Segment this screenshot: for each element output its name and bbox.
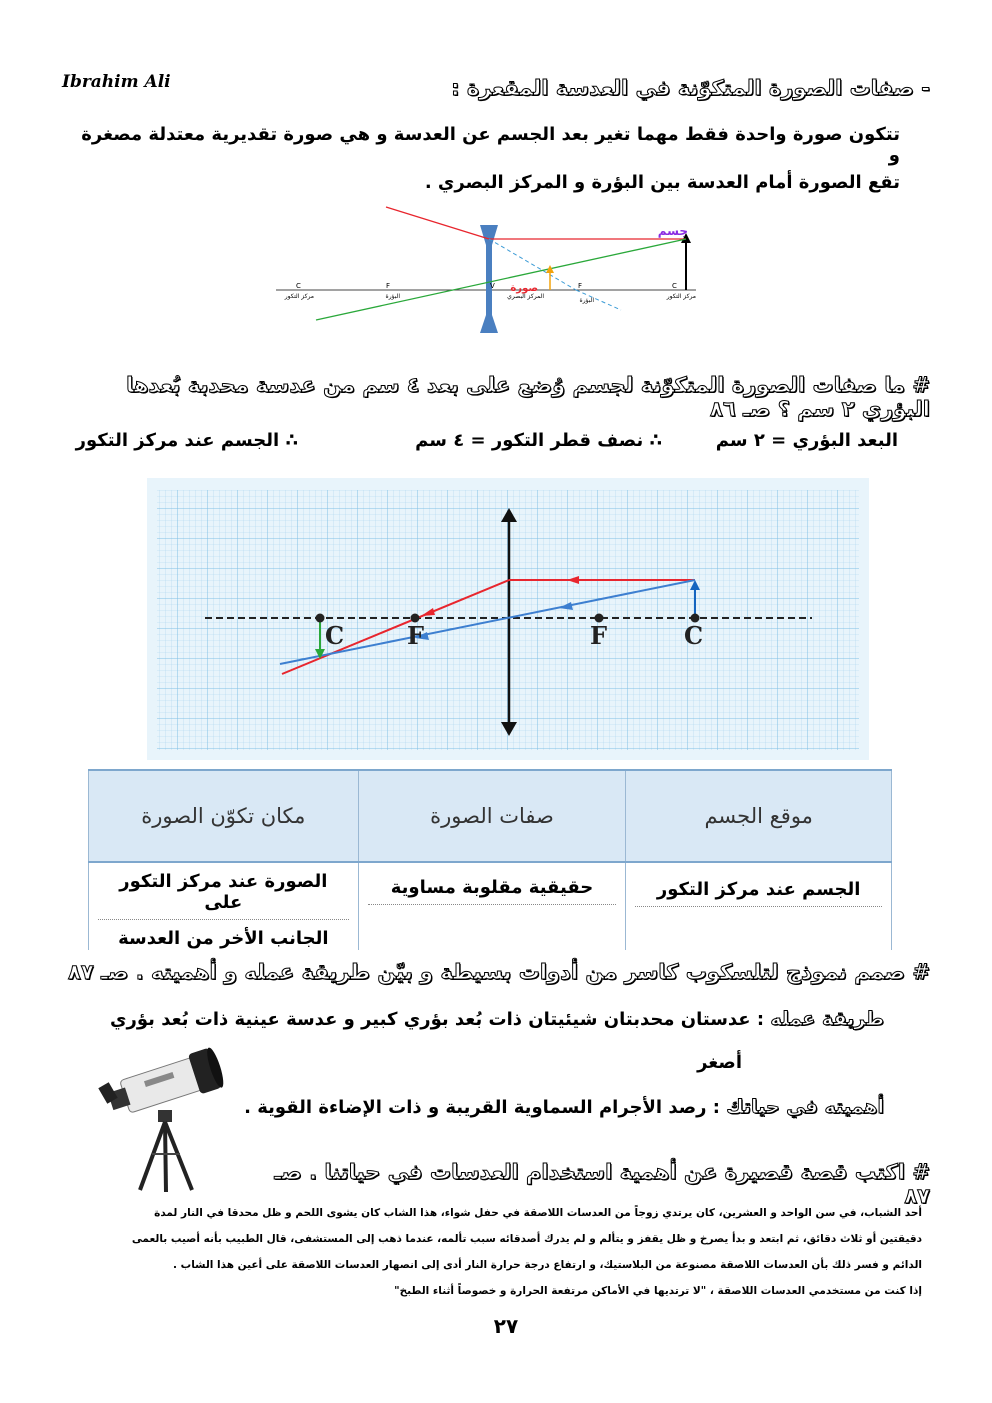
f-right-label: F <box>578 282 583 290</box>
f-left-name: البؤرة <box>385 293 400 300</box>
object-label: جسم <box>657 224 688 238</box>
image-properties-table <box>88 769 892 950</box>
table-cell-object-position <box>626 862 892 950</box>
object-position-statement: ∴ الجسم عند مركز التكور <box>75 430 298 451</box>
story-line-3: الدائم و فسر ذلك بأن العدسات اللاصقة مصنوعة من البلاستيك، و ارتفاع درجة حرارة النار أدى إلى انصهار العدسات اللاصقة على أعين هذا الشاب . <box>173 1259 922 1271</box>
image-properties-table-wrapper <box>88 769 892 949</box>
red-ray-refracted <box>386 207 489 239</box>
method-text: : عدستان محدبتان شيئيتان ذات بُعد بؤري كبير و عدسة عينية ذات بُعد بؤري <box>110 1009 771 1030</box>
question-2: # صمم نموذج لتلسكوب كاسر من أدوات بسيطة و بيّن طريقة عمله و أهميته . صـ ٨٧ <box>68 960 930 984</box>
focal-length-statement: البعد البؤري = ٢ سم <box>715 430 898 451</box>
story-line-1: أحد الشباب، في سن الواحد و العشرين، كان يرتدي زوجاً من العدسات اللاصقة في حفل شواء، هذا الشاب كان يشوى اللحم و ظل محدقا في النار لمدة <box>154 1207 922 1219</box>
c-right-label: C <box>672 282 677 290</box>
f-left-label: F <box>386 282 391 290</box>
f-right-name: البؤرة <box>579 297 594 304</box>
table-header-image-location: مكان تكوّن الصورة <box>89 770 359 862</box>
page-number: ٢٧ <box>493 1314 519 1338</box>
convex-lens-diagram <box>147 478 869 760</box>
table-cell-image-location-line1: الصورة عند مركز التكور على <box>98 871 349 920</box>
story-line-4: إذا كنت من مستخدمي العدسات اللاصقة ، "لا ترتديها في الأماكن مرتفعة الحرارة و خصوصاً أثناء الطبخ" <box>394 1285 922 1297</box>
method-label: طريقة عمله <box>770 1008 884 1030</box>
c-left-name: مركز التكور <box>284 293 314 300</box>
c-left-point <box>316 614 325 623</box>
author-name: Ibrahim Ali <box>62 72 171 92</box>
method-continuation: أصغر <box>697 1052 742 1073</box>
c-right-label: C <box>684 621 704 650</box>
importance-text: : رصد الأجرام السماوية القريبة و ذات الإضاءة القوية . <box>244 1097 727 1118</box>
question-1: # ما صفات الصورة المتكوّنة لجسم وُضع على بعد ٤ سم من عدسة محدبة بُعدها البؤري ٢ سم ؟ صـ ٨٦ <box>126 373 930 421</box>
importance-label: أهميته في حياتك <box>726 1096 884 1118</box>
section-title: - صفات الصورة المتكوّنة في العدسة المقعرة : <box>451 76 930 100</box>
table-row <box>89 862 892 950</box>
question-3: # اكتب قصة قصيرة عن أهمية استخدام العدسات في حياتنا . صـ ٨٧ <box>274 1160 930 1208</box>
green-ray <box>316 239 686 320</box>
image-label: صورة <box>510 283 538 294</box>
table-header-image-properties: صفات الصورة <box>358 770 626 862</box>
c-left-label: C <box>325 621 345 650</box>
table-header-row <box>89 770 892 862</box>
radius-statement: ∴ نصف قطر التكور = ٤ سم <box>415 430 662 451</box>
intro-line-1: تتكون صورة واحدة فقط مهما تغير بعد الجسم عن العدسة و هي صورة تقديرية معتدلة مصغرة و <box>81 124 900 166</box>
story-line-2: دقيقتين أو ثلاث دقائق، ثم ابتعد و بدأ يصرخ و ظل يقفز و يتألم و لم يدرك أصدقائه سبب تألمه، عندما ذهب إلى المستشفى، قال الطبيب بأنه أصيب بالعمى <box>131 1233 922 1245</box>
intro-line-2: تقع الصورة أمام العدسة بين البؤرة و المركز البصري . <box>424 172 900 193</box>
c-right-name: مركز التكور <box>666 293 696 300</box>
table-cell-image-location <box>89 862 359 950</box>
v-name: المركز البصري <box>507 293 544 300</box>
table-cell-image-location-line2: الجانب الأخر من العدسة <box>118 928 329 949</box>
telescope-importance <box>204 1096 884 1118</box>
table-cell-object-position-text: الجسم عند مركز التكور <box>635 879 882 907</box>
f-right-label: F <box>590 621 608 650</box>
f-left-label: F <box>407 621 425 650</box>
telescope-image <box>98 1044 228 1194</box>
table-cell-image-properties <box>358 862 626 950</box>
table-header-object-position: موقع الجسم <box>626 770 892 862</box>
concave-lens <box>480 225 498 333</box>
telescope-method <box>84 1008 884 1030</box>
table-cell-image-properties-text: حقيقية مقلوبة مساوية <box>368 877 617 905</box>
c-left-label: C <box>296 282 301 290</box>
concave-lens-diagram <box>276 205 722 345</box>
v-label: V <box>490 282 495 290</box>
